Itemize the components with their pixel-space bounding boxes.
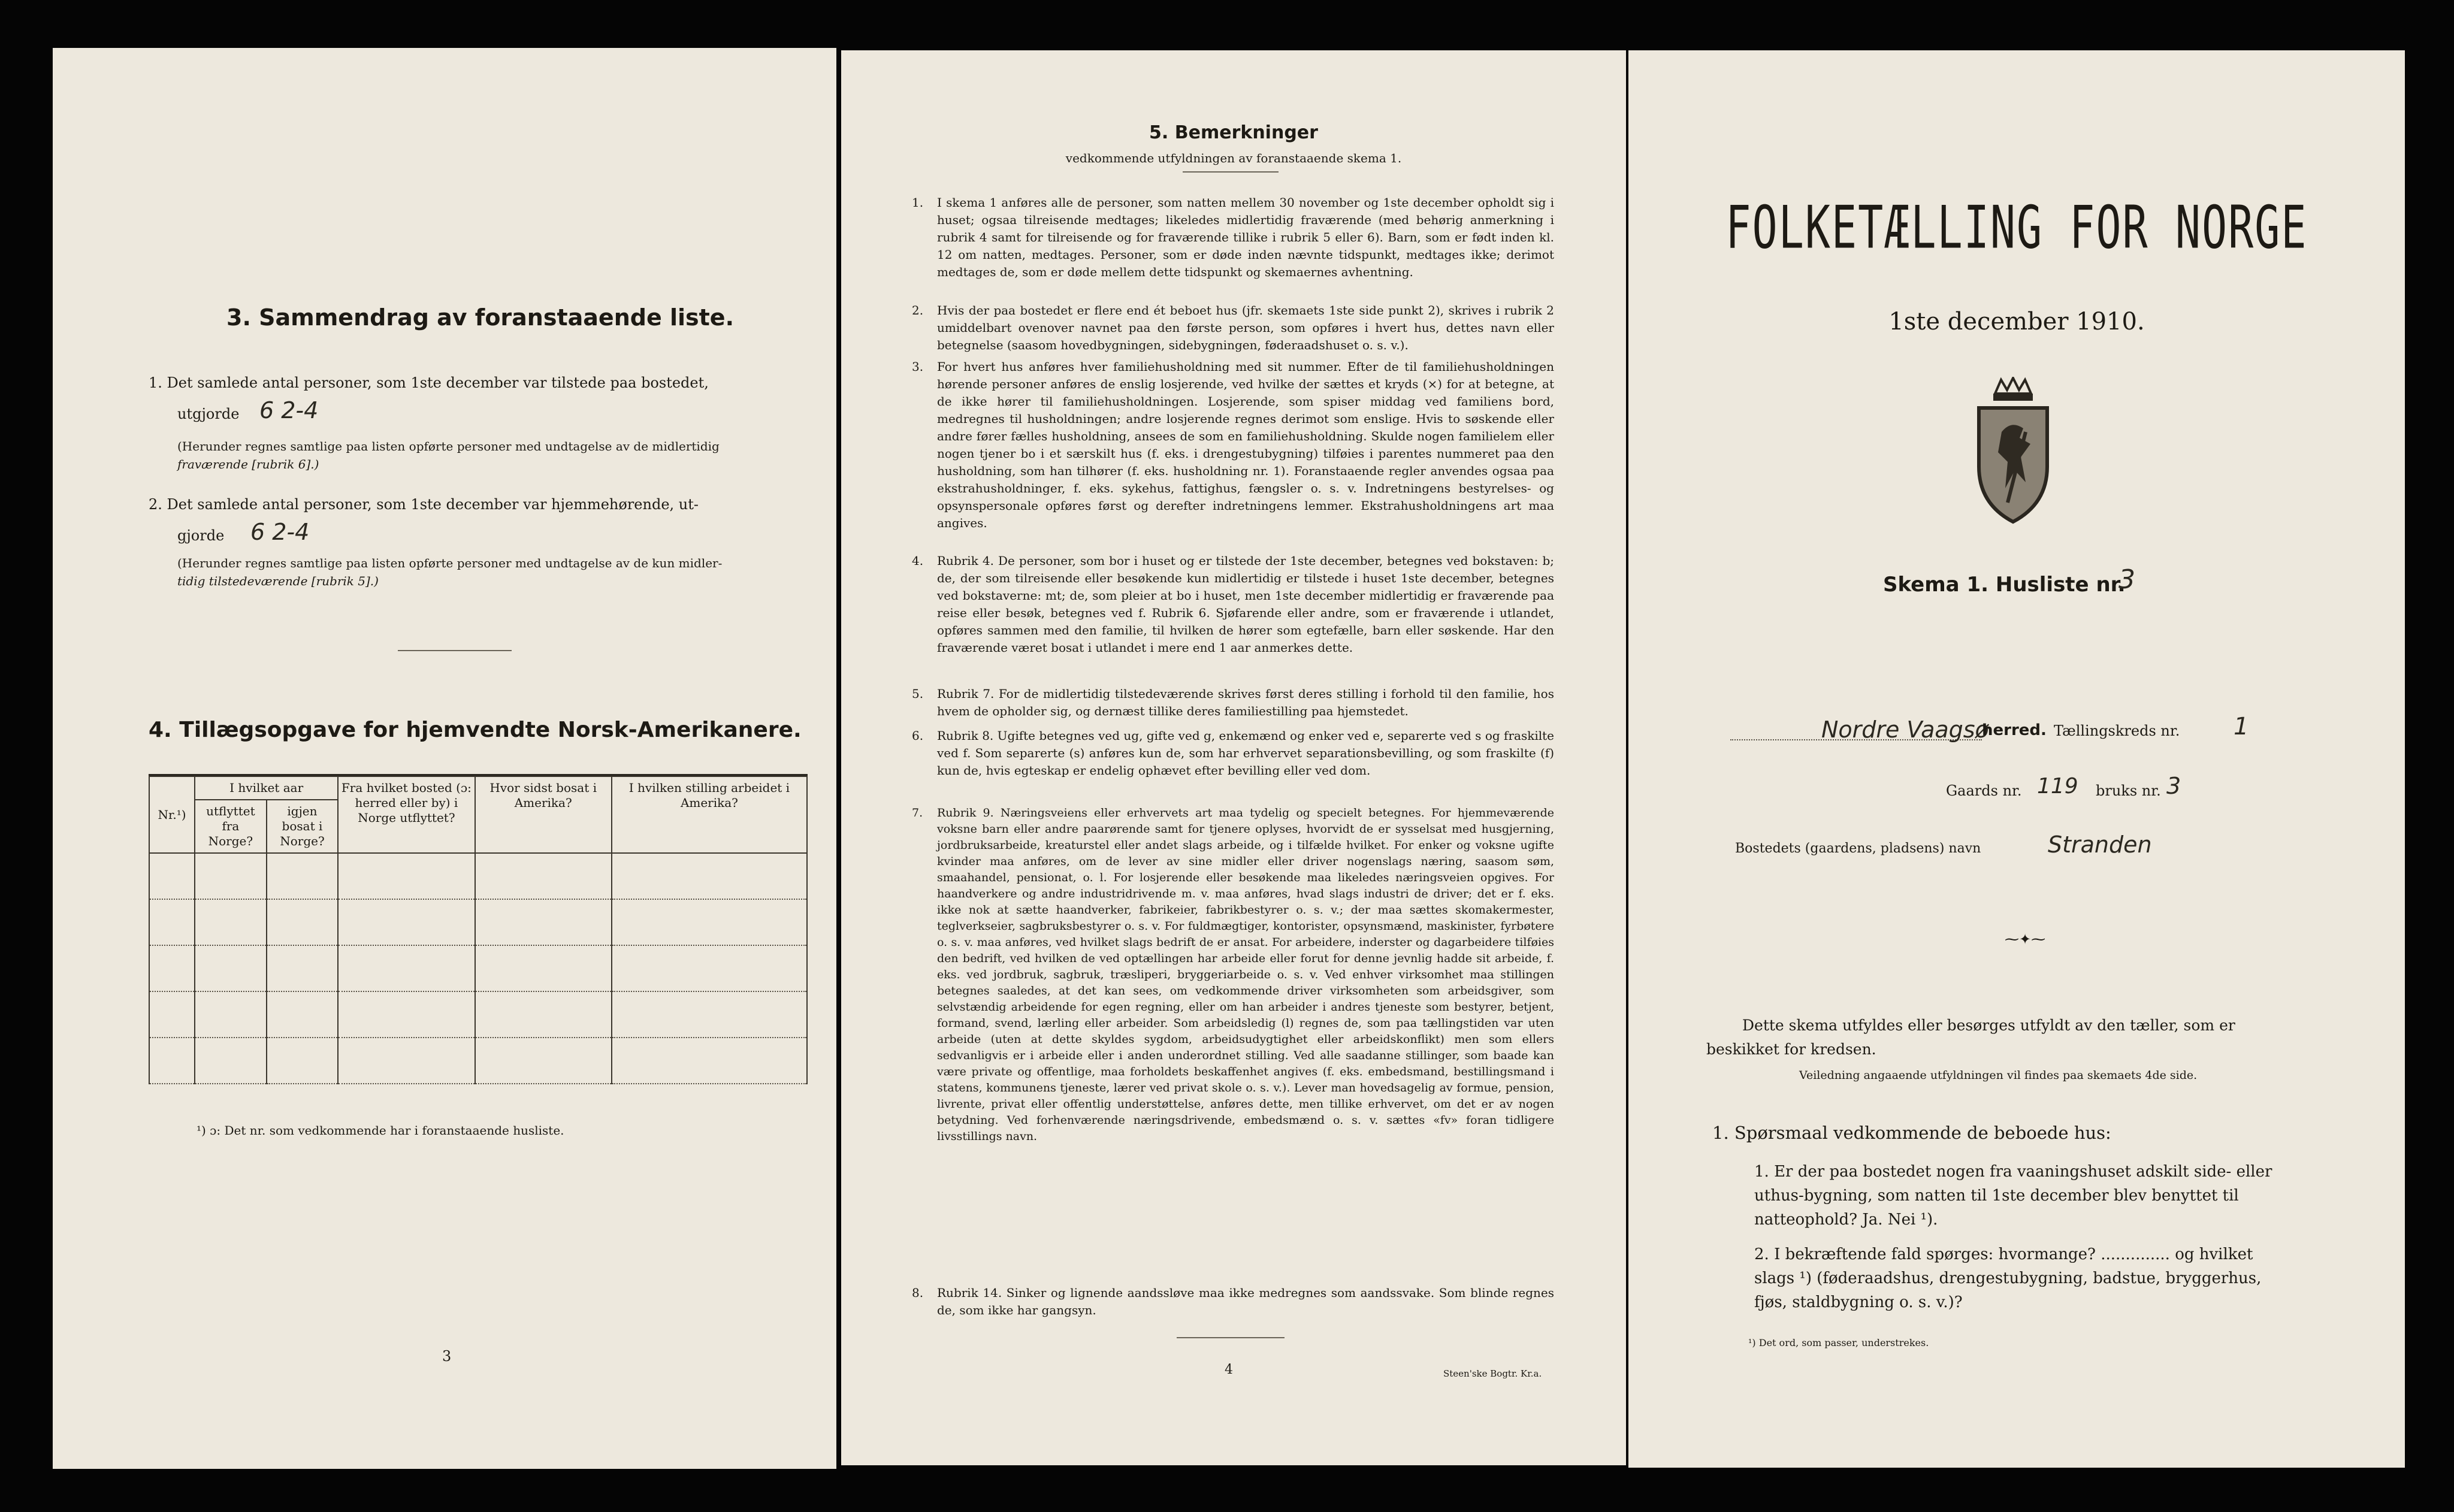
item1-note-2: fraværende [rubrik 6].) — [177, 457, 319, 471]
remark-3: 3. For hvert hus anføres hver familiehusholdning med sit nummer. Efter de til familiehusholdningen hørende personer anføres de enslig losjerende, ved hvilke der sættes et kryds (×) for at betegne, at de ikke hører til familiehusholdningen. Losjerende, som spiser middag ved familiens bord, medregnes til husholdningen; andre losjerende regnes derimot som enslige. Hvis to søskende eller andre fører fælles husholdning, ansees de som en familiehusholdning. Skulde nogen familielem eller nogen tjener bo i et særskilt hus (f. eks. i drengestubygning) tilføies i parentes nummeret paa den husholdning, som han tilhører (f. eks. husholdning nr. 1). Foranstaaende regler anvendes ogsaa paa ekstrahusholdninger, f. eks. sykehus, fattighus, fængsler o. s. v. Indretningens bestyrelses- og opsynspersonale opføres først og derefter indretningens lemmer. Ekstrahusholdningens art maa angives. — [912, 359, 1554, 530]
table-row — [149, 991, 807, 1038]
header-from-place: Fra hvilket bosted (ɔ: herred eller by) i Norge utflyttet? — [338, 776, 475, 853]
header-year: I hvilket aar — [195, 776, 338, 800]
remarks-title: 5. Bemerkninger — [1149, 122, 1318, 143]
item2-note: (Herunder regnes samtlige paa listen opførte personer med undtagelse av de kun midler- — [177, 556, 723, 570]
item2-text: 2. Det samlede antal personer, som 1ste december var hjemmehørende, ut- — [149, 496, 699, 513]
bruks-value: 3 — [2166, 773, 2181, 799]
census-date: 1ste december 1910. — [1888, 308, 2145, 335]
section3-title: 3. Sammendrag av foranstaaende liste. — [226, 304, 735, 331]
census-title: FOLKETÆLLING FOR NORGE — [1725, 193, 2308, 262]
remark-1: 1. I skema 1 anføres alle de personer, som natten mellem 30 november og 1ste december opholdt sig i huset; ogsaa tilreisende medtages; likeledes midlertidig fraværende (med behørig anmerkning i rubrik 4 samt for tilreisende og for fraværende tillike i rubrik 5 eller 6). Barn, som er født inden kl. 12 om natten, medtages. Personer, som er døde inden nævnte tidspunkt, medtages ikke; derimot medtages de, som er døde mellem dette tidspunkt og skemaernes avhentning. — [912, 195, 1554, 279]
table-row — [149, 853, 807, 899]
item2-label: gjorde — [177, 527, 225, 544]
remark-2: 2. Hvis der paa bostedet er flere end ét beboet hus (jfr. skemaets 1ste side punkt 2), skrives i rubrik 2 umiddelbart ovenover navnet paa den første person, som opføres i hvert hus, dettes navn eller betegnelse (saasom hovedbygningen, sidebygningen, føderaadshuset o. s. v.). — [912, 303, 1554, 352]
husliste-nr: 3 — [2118, 564, 2135, 595]
instruction-note: Veiledning angaaende utfyldningen vil findes paa skemaets 4de side. — [1799, 1069, 2198, 1082]
table-row — [149, 945, 807, 991]
remark-4: 4. Rubrik 4. De personer, som bor i huset og er tilstede der 1ste december, betegnes ved bokstaven: b; de, der som tilreisende eller besøkende kun midlertidig er tilstede i huset 1ste december, betegnes ved bokstaverne: mt; de, som pleier at bo i huset, men 1ste december midlertidig er fraværende paa reise eller besøk, betegnes ved f. Rubrik 6. Sjøfarende eller andre, som er fraværende i utlandet, opføres sammen med den familie, til hvilken de hører som egtefælle, barn eller søskende. Har den fraværende været bosat i utlandet i mere end 1 aar anmerkes dette. — [912, 554, 1554, 655]
item1-label: utgjorde — [177, 406, 240, 422]
herred-value: Nordre Vaagsø — [1821, 716, 1989, 743]
instruction: Dette skema utfyldes eller besørges utfyldt av den tæller, som er beskikket for kredsen. — [1706, 1017, 2235, 1058]
header-occupation: I hvilken stilling arbeidet i Amerika? — [612, 776, 807, 853]
item1-value: 6 2-4 — [259, 397, 319, 424]
page-3 — [53, 48, 836, 1469]
schema-label: Skema 1. Husliste nr. — [1883, 573, 2126, 597]
remark-7: 7. Rubrik 9. Næringsveiens eller erhvervets art maa tydelig og specielt betegnes. For hjemmeværende voksne barn eller andre paarørende samt for tjenere oplyses, hvorvidt de er sysselsat med husgjerning, jordbruksarbeide, kreaturstel eller andet slags arbeide, og i tilfælde hvilket. For enker og voksne ugifte kvinder maa anføres, om de lever av sine midler eller driver nogenslags næring, saasom søm, smaahandel, pensionat, o. l. For losjerende eller besøkende maa likeledes næringsveien opgives. For haandverkere og andre industridrivende m. v. maa anføres, hvad slags industri de driver; det er f. eks. ikke nok at sætte haandverker, fabrikeier, fabrikbestyrer o. s. v.; der maa sættes skomakermester, teglverkseier, sagbruksbestyrer o. s. v. For fuldmægtiger, kontorister, opsynsmænd, maskinister, fyrbøtere o. s. v. maa anføres, ved hvilket slags bedrift de er ansat. For arbeidere, inderster og dagarbeidere tilføies den bedrift, ved hvilken de ved optællingen har arbeide eller forut for denne jevnlig hadde sit arbeide, f. eks. ved jordbruk, sagbruk, træsliperi, bryggeriarbeide o. s. v. Ved enhver virksomhet maa stillingen betegnes saaledes, at det kan sees, om vedkommende driver virksomheten som arbeidsgiver, som selvstændig arbeidende for egen regning, eller om han arbeider i andres tjeneste som bestyrer, betjent, formand, svend, lærling eller arbeider. Som arbeidsledig (l) regnes de, som paa tællingstiden var uten arbeide (uten at dette skyldes sygdom, arbeidsudygtighet eller arbeidskonflikt) men som ellers sedvanligvis er i arbeide eller i anden underordnet stilling. Ved alle saadanne stillinger, som baade kan være private og offentlige, maa forholdets beskaffenhet angives (f. eks. embedsmand, bestillingsmand i statens, kommunens tjeneste, lærer ved privat skole o. s. v.). Lever man hovedsagelig av formue, pension, livrente, privat eller offentlig understøttelse, anføres dette, men tillike erhvervet, om det er av nogen betydning. Ved forhenværende næringsdrivende, embedsmænd o. s. v. sættes «fv» foran tidligere livsstillings navn. — [912, 806, 1554, 1143]
table-row — [149, 899, 807, 945]
printer-mark: Steen'ske Bogtr. Kr.a. — [1443, 1368, 1542, 1379]
item1-text: 1. Det samlede antal personer, som 1ste december var tilstede paa bostedet, — [149, 374, 709, 391]
header-emigrated: utflyttet fra Norge? — [195, 800, 267, 853]
divider — [398, 650, 512, 651]
bosted-value: Stranden — [2048, 831, 2152, 858]
question-1: 1. Er der paa bostedet nogen fra vaaningshuset adskilt side- eller uthus-bygning, som natten til 1ste december blev benyttet til natteophold? Ja. Nei ¹). — [1754, 1163, 2272, 1229]
item2-value: 6 2-4 — [250, 519, 310, 545]
section4-title: 4. Tillægsopgave for hjemvendte Norsk-Amerikanere. — [149, 718, 802, 742]
bosted-label: Bostedets (gaardens, pladsens) navn — [1735, 841, 1981, 856]
remarks-subtitle: vedkommende utfyldningen av foranstaaende skema 1. — [1065, 151, 1402, 165]
header-last-place: Hvor sidst bosat i Amerika? — [475, 776, 612, 853]
header-returned: igjen bosat i Norge? — [267, 800, 339, 853]
kreds-label: Tællingskreds nr. — [2054, 722, 2180, 739]
questions-heading: 1. Spørsmaal vedkommende de beboede hus: — [1712, 1123, 2111, 1143]
page-1 — [1628, 50, 2405, 1468]
coat-of-arms-icon — [1968, 377, 2058, 527]
item1-note: (Herunder regnes samtlige paa listen opførte personer med undtagelse av de midlertidig — [177, 439, 720, 453]
item2-note-2: tidig tilstedeværende [rubrik 5].) — [177, 574, 379, 588]
kreds-value: 1 — [2234, 713, 2249, 740]
herred-label: herred. — [1982, 721, 2047, 739]
question-2: 2. I bekræftende fald spørges: hvormange? .............. og hvilket slags ¹) (føderaadshus, drengestubygning, badstue, bryggerhus, fjøs, staldbygning o. s. v.)? — [1754, 1245, 2262, 1311]
ornament: ⁓✦⁓ — [2005, 931, 2046, 948]
bruks-label: bruks nr. — [2096, 782, 2161, 799]
page-4 — [841, 50, 1626, 1465]
gaards-value: 119 — [2037, 774, 2078, 799]
page-number: 3 — [442, 1348, 452, 1365]
divider — [1177, 1337, 1285, 1338]
norsk-amerikanere-table — [149, 776, 808, 1084]
remark-6: 6. Rubrik 8. Ugifte betegnes ved ug, gifte ved g, enkemænd og enker ved e, separerte ved s og fraskilte ved f. Som separerte (s) anføres kun de, som har erhvervet separationsbevilling, og som fraskilte (f) kun de, hvis egteskap er endelig ophævet efter bevilling eller ved dom. — [912, 728, 1554, 778]
page-number: 4 — [1225, 1362, 1233, 1377]
remark-8: 8. Rubrik 14. Sinker og lignende aandssløve maa ikke medregnes som aandssvake. Som blinde regnes de, som ikke har gangsyn. — [912, 1286, 1554, 1317]
remark-5: 5. Rubrik 7. For de midlertidig tilstedeværende skrives først deres stilling i forhold til den familie, hos hvem de opholder sig, og dernæst tillike deres familiestilling paa hjemstedet. — [912, 687, 1554, 718]
table-row — [149, 1038, 807, 1084]
header-nr: Nr.¹) — [149, 776, 195, 853]
footnote: ¹) Det ord, som passer, understrekes. — [1748, 1337, 1929, 1348]
gaards-label: Gaards nr. — [1946, 782, 2022, 799]
divider — [1183, 171, 1279, 173]
footnote: ¹) ɔ: Det nr. som vedkommende har i foranstaaende husliste. — [197, 1123, 564, 1138]
